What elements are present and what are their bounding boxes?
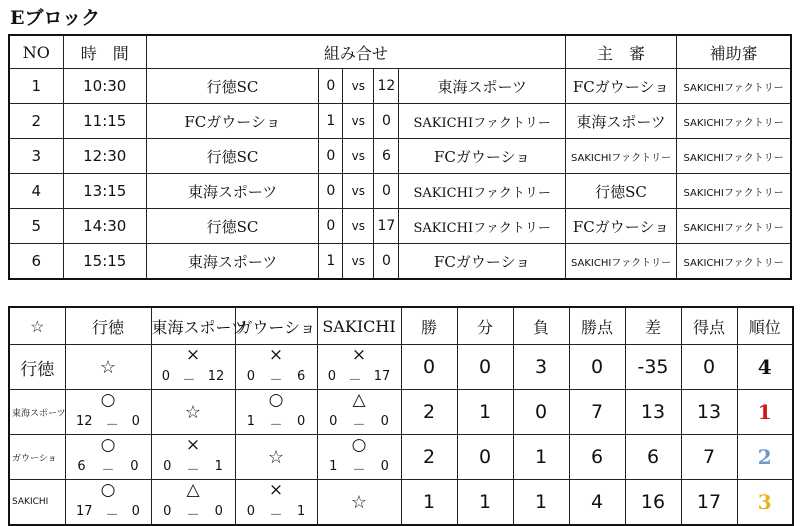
stat-goals: 17 (681, 480, 737, 526)
schedule-table (8, 34, 792, 280)
home-score: 0 (319, 174, 343, 209)
block-title: Eブロック (10, 7, 101, 29)
referee: 東海スポーツ (565, 104, 676, 139)
score-dash: － (105, 418, 119, 433)
header-team-tokai: 東海スポーツ (151, 307, 235, 345)
vs-label: vs (343, 104, 374, 139)
vs-label: vs (343, 139, 374, 174)
match-no: 5 (9, 209, 63, 244)
match-time: 14:30 (63, 209, 146, 244)
self-match-cell: ☆ (317, 480, 401, 526)
self-match-cell: ☆ (151, 390, 235, 435)
away-score: 12 (374, 69, 399, 104)
stat-points: 7 (569, 390, 625, 435)
header-corner: ☆ (9, 307, 65, 345)
result-mark: △ (186, 480, 200, 500)
result-mark: ○ (351, 435, 367, 455)
result-cell (65, 390, 151, 435)
result-cell (317, 345, 401, 390)
score-for: 0 (246, 504, 256, 519)
header-time: 時 間 (63, 35, 146, 69)
match-no: 3 (9, 139, 63, 174)
header-rank: 順位 (737, 307, 793, 345)
score-for: 1 (329, 459, 338, 474)
score-dash: － (269, 508, 283, 523)
match-no: 2 (9, 104, 63, 139)
score-dash: － (182, 373, 196, 388)
home-score: 0 (319, 69, 343, 104)
match-no: 1 (9, 69, 63, 104)
self-match-cell: ☆ (65, 345, 151, 390)
referee: FCガウーショ (565, 69, 676, 104)
schedule-row (9, 244, 791, 280)
score-for: 0 (163, 504, 172, 519)
stat-points: 4 (569, 480, 625, 526)
stat-draw: 1 (457, 390, 513, 435)
score-against: 0 (131, 504, 140, 519)
result-mark: × (185, 345, 201, 365)
stat-draw: 0 (457, 435, 513, 480)
score-dash: － (269, 418, 283, 433)
stat-diff: 6 (625, 435, 681, 480)
assistant-referee: SAKICHIファクトリー (677, 104, 791, 139)
away-team: 東海スポーツ (399, 69, 565, 104)
vs-label: vs (343, 69, 374, 104)
result-cell (151, 480, 235, 526)
header-match: 組み合せ (146, 35, 565, 69)
away-team: SAKICHIファクトリー (399, 174, 565, 209)
stat-draw: 0 (457, 345, 513, 390)
row-team-label: ガウーショ (9, 435, 65, 480)
away-score: 17 (374, 209, 399, 244)
header-referee: 主 審 (565, 35, 676, 69)
assistant-referee: SAKICHIファクトリー (677, 244, 791, 280)
stat-draw: 1 (457, 480, 513, 526)
result-mark: ○ (100, 390, 116, 410)
result-cell (235, 390, 317, 435)
vs-label: vs (343, 209, 374, 244)
assistant-referee: SAKICHIファクトリー (677, 209, 791, 244)
away-team: FCガウーショ (399, 139, 565, 174)
score-dash: － (352, 418, 366, 433)
stat-win: 0 (401, 345, 457, 390)
score-for: 17 (76, 504, 93, 519)
stat-goals: 7 (681, 435, 737, 480)
score-dash: － (269, 373, 283, 388)
match-no: 6 (9, 244, 63, 280)
header-win: 勝 (401, 307, 457, 345)
match-time: 13:15 (63, 174, 146, 209)
header-loss: 負 (513, 307, 569, 345)
home-team: 東海スポーツ (146, 174, 318, 209)
referee: 行徳SC (565, 174, 676, 209)
score-for: 0 (163, 459, 172, 474)
home-team: 行徳SC (146, 139, 318, 174)
vs-label: vs (343, 174, 374, 209)
vs-label: vs (343, 244, 374, 280)
stat-diff: -35 (625, 345, 681, 390)
row-team-label: 行徳 (9, 345, 65, 390)
score-dash: － (105, 508, 119, 523)
result-mark: × (268, 480, 284, 500)
match-time: 11:15 (63, 104, 146, 139)
schedule-header-row (9, 35, 791, 69)
score-for: 6 (77, 459, 86, 474)
standings-row (9, 480, 793, 526)
score-against: 0 (380, 414, 389, 429)
schedule-row (9, 104, 791, 139)
match-time: 10:30 (63, 69, 146, 104)
score-dash: － (186, 463, 200, 478)
schedule-row (9, 69, 791, 104)
result-mark: × (268, 345, 284, 365)
result-cell (317, 435, 401, 480)
home-score: 0 (319, 139, 343, 174)
score-against: 12 (207, 369, 225, 384)
stat-goals: 0 (681, 345, 737, 390)
home-score: 1 (319, 104, 343, 139)
stat-win: 2 (401, 390, 457, 435)
result-cell (151, 435, 235, 480)
home-team: 行徳SC (146, 69, 318, 104)
home-score: 1 (319, 244, 343, 280)
score-against: 0 (296, 414, 306, 429)
result-cell (65, 435, 151, 480)
assistant-referee: SAKICHIファクトリー (677, 139, 791, 174)
schedule-row (9, 174, 791, 209)
header-assistant: 補助審 (677, 35, 791, 69)
stat-win: 1 (401, 480, 457, 526)
home-team: 行徳SC (146, 209, 318, 244)
score-for: 0 (327, 369, 336, 384)
result-mark: ○ (268, 390, 284, 410)
away-score: 0 (374, 174, 399, 209)
schedule-row (9, 139, 791, 174)
score-against: 0 (380, 459, 389, 474)
result-cell (317, 390, 401, 435)
score-for: 0 (161, 369, 170, 384)
rank-value: 3 (737, 480, 793, 526)
score-for: 12 (76, 414, 93, 429)
stat-diff: 13 (625, 390, 681, 435)
stat-diff: 16 (625, 480, 681, 526)
header-draw: 分 (457, 307, 513, 345)
stat-loss: 0 (513, 390, 569, 435)
away-score: 0 (374, 104, 399, 139)
header-diff: 差 (625, 307, 681, 345)
away-team: FCガウーショ (399, 244, 565, 280)
score-against: 1 (296, 504, 306, 519)
standings-header-row (9, 307, 793, 345)
away-score: 0 (374, 244, 399, 280)
header-points: 勝点 (569, 307, 625, 345)
result-cell (151, 345, 235, 390)
standings-row (9, 345, 793, 390)
match-time: 15:15 (63, 244, 146, 280)
score-against: 17 (373, 369, 391, 384)
away-team: SAKICHIファクトリー (399, 104, 565, 139)
score-against: 0 (214, 504, 223, 519)
stat-points: 6 (569, 435, 625, 480)
header-team-sakichi: SAKICHI (317, 307, 401, 345)
rank-value: 4 (737, 345, 793, 390)
score-dash: － (186, 508, 200, 523)
away-score: 6 (374, 139, 399, 174)
result-mark: × (351, 345, 367, 365)
result-mark: ○ (100, 435, 116, 455)
rank-value: 2 (737, 435, 793, 480)
stat-loss: 3 (513, 345, 569, 390)
score-against: 0 (130, 459, 139, 474)
header-team-gyotoku: 行徳 (65, 307, 151, 345)
assistant-referee: SAKICHIファクトリー (677, 69, 791, 104)
stat-loss: 1 (513, 480, 569, 526)
result-cell (235, 345, 317, 390)
stat-points: 0 (569, 345, 625, 390)
result-cell (235, 480, 317, 526)
result-cell (65, 480, 151, 526)
home-team: FCガウーショ (146, 104, 318, 139)
referee: FCガウーショ (565, 209, 676, 244)
referee: SAKICHIファクトリー (565, 244, 676, 280)
stat-loss: 1 (513, 435, 569, 480)
match-time: 12:30 (63, 139, 146, 174)
result-mark: ○ (100, 480, 116, 500)
row-team-label: 東海スポーツ (9, 390, 65, 435)
score-against: 0 (131, 414, 140, 429)
score-against: 6 (296, 369, 306, 384)
home-team: 東海スポーツ (146, 244, 318, 280)
stat-win: 2 (401, 435, 457, 480)
score-dash: － (101, 463, 115, 478)
assistant-referee: SAKICHIファクトリー (677, 174, 791, 209)
row-team-label: SAKICHI (9, 480, 65, 526)
header-goals: 得点 (681, 307, 737, 345)
standings-row (9, 435, 793, 480)
score-dash: － (352, 463, 366, 478)
match-no: 4 (9, 174, 63, 209)
standings-row (9, 390, 793, 435)
score-dash: － (348, 373, 362, 388)
rank-value: 1 (737, 390, 793, 435)
stat-goals: 13 (681, 390, 737, 435)
result-mark: × (185, 435, 201, 455)
score-for: 1 (246, 414, 256, 429)
score-against: 1 (214, 459, 223, 474)
home-score: 0 (319, 209, 343, 244)
score-for: 0 (246, 369, 256, 384)
score-for: 0 (329, 414, 338, 429)
standings-table (8, 306, 794, 526)
result-mark: △ (352, 390, 366, 410)
schedule-row (9, 209, 791, 244)
referee: SAKICHIファクトリー (565, 139, 676, 174)
header-team-gaushos: ガウーショ (235, 307, 317, 345)
away-team: SAKICHIファクトリー (399, 209, 565, 244)
self-match-cell: ☆ (235, 435, 317, 480)
header-no: NO (9, 35, 63, 69)
